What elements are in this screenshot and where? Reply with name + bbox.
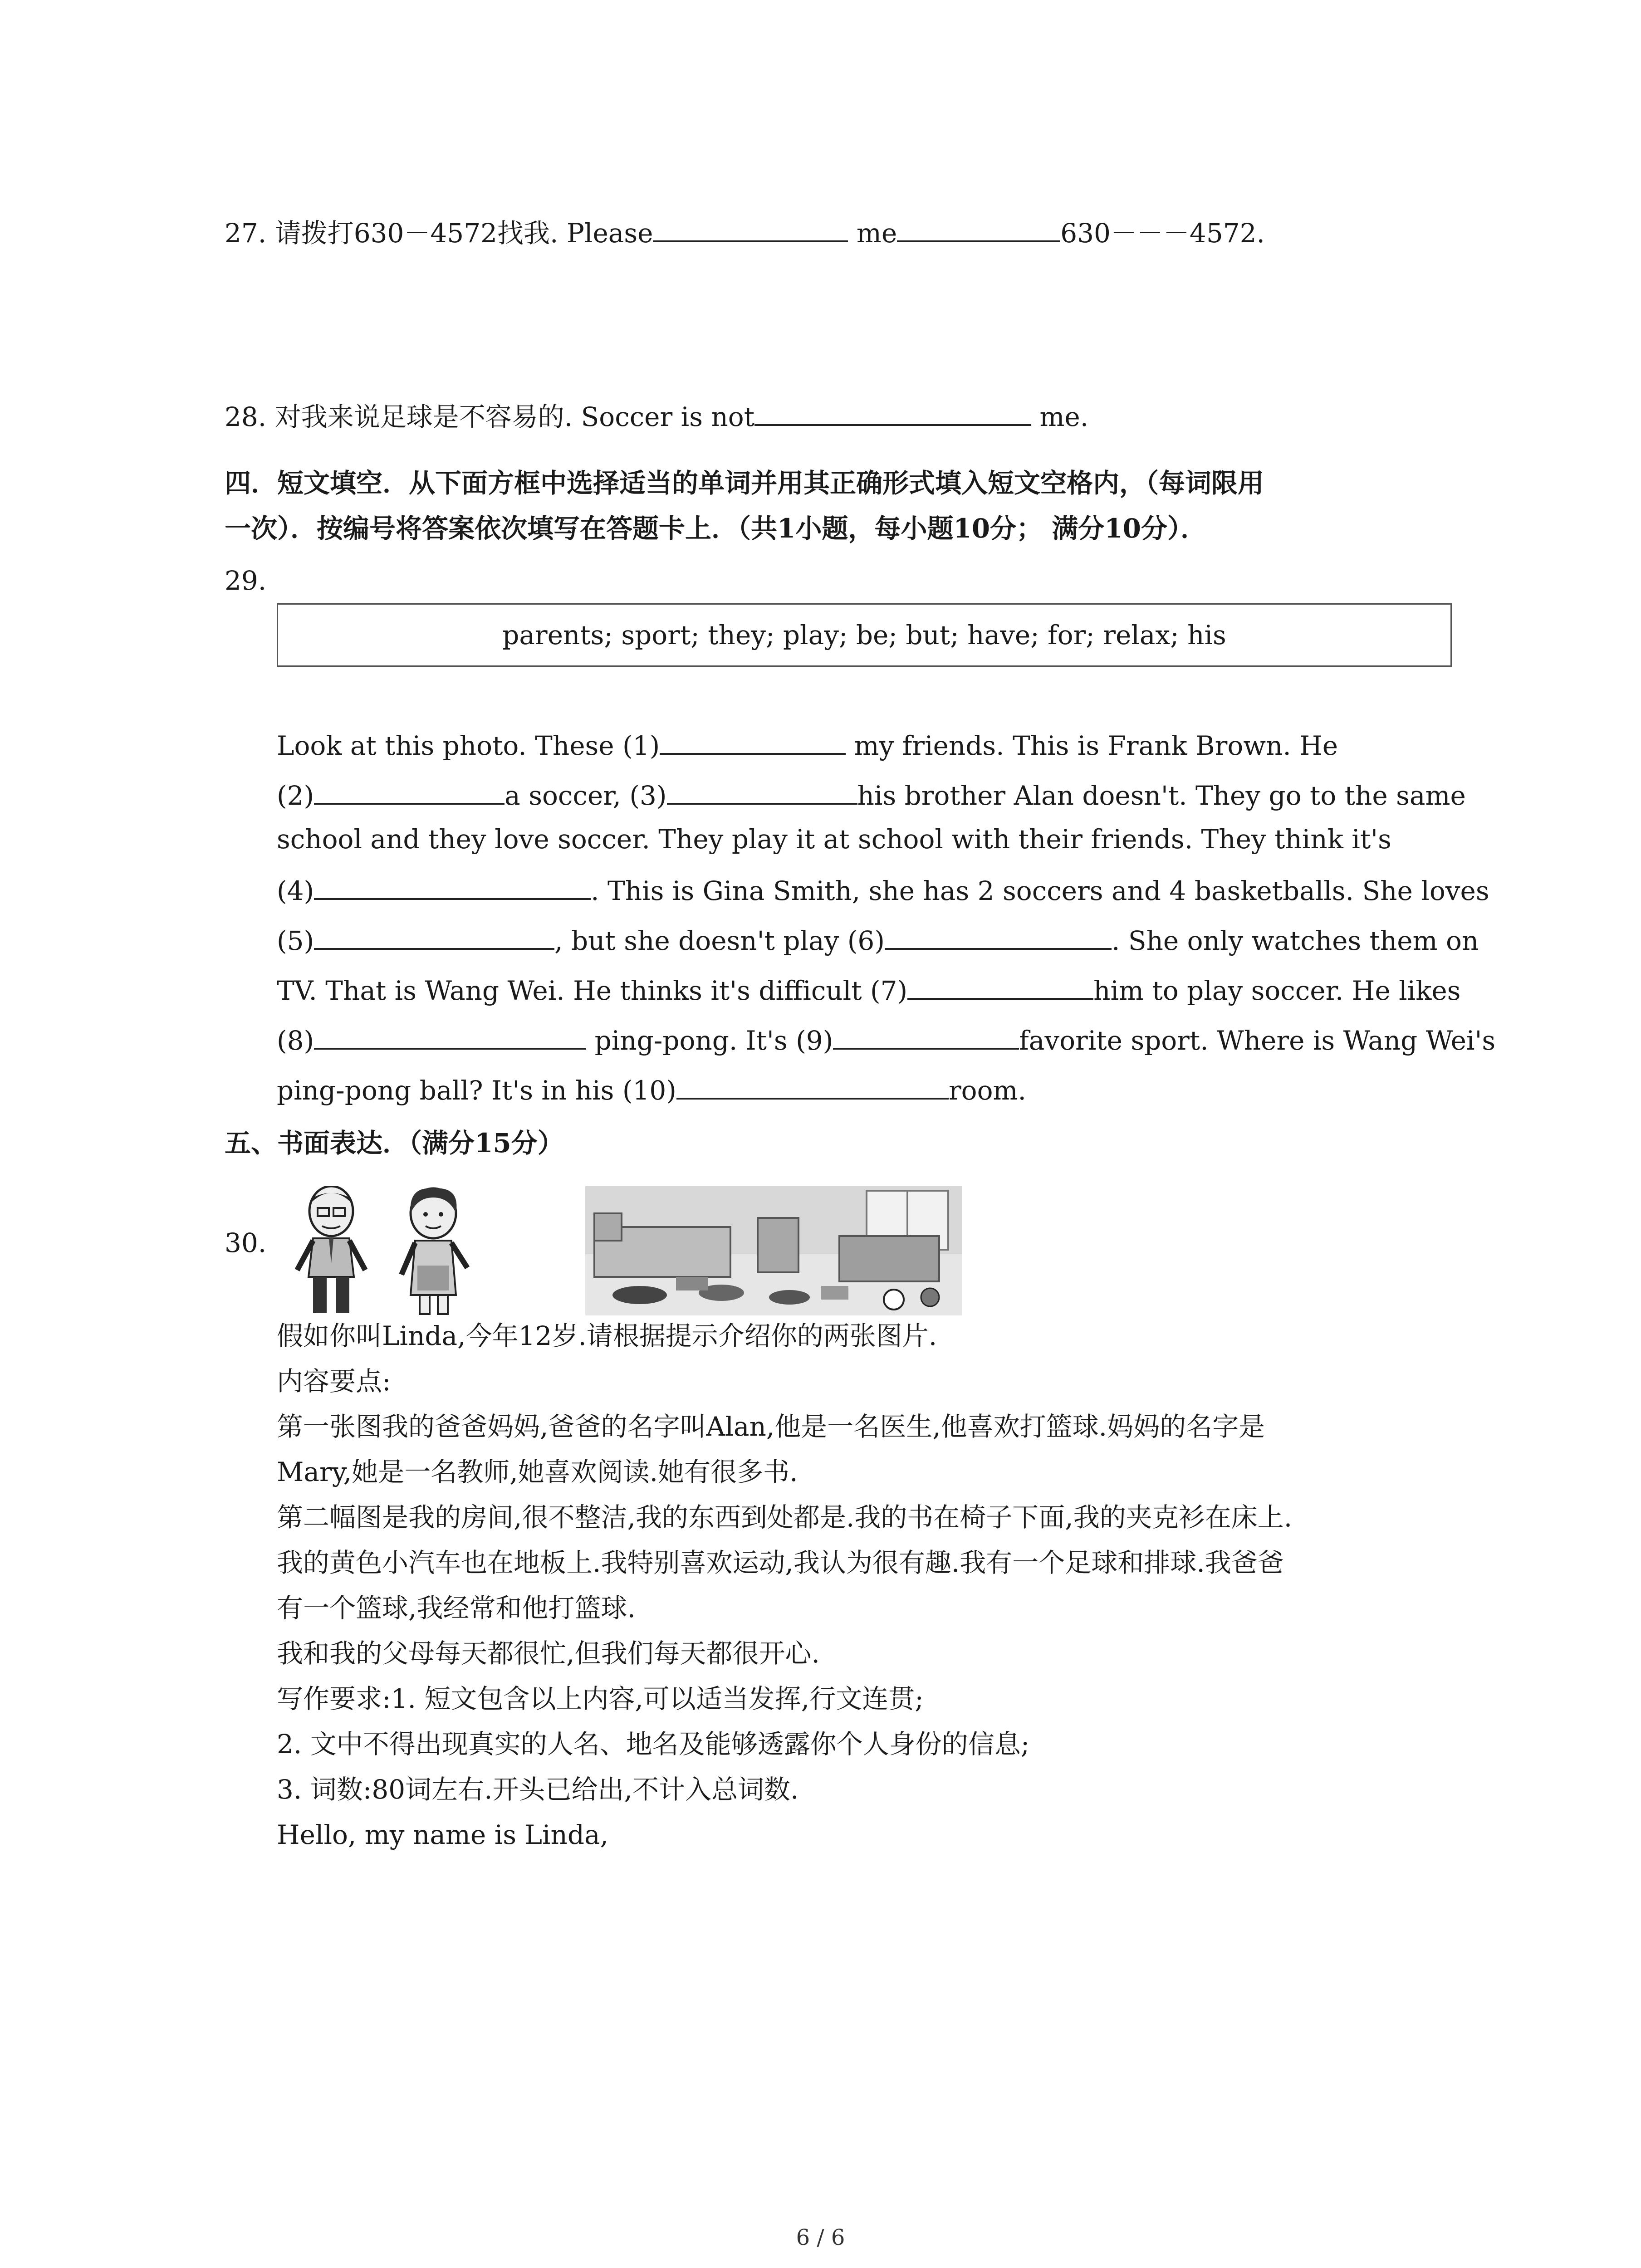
passage-line: (2) a soccer, (3) his brother Alan doesn't. They go to the same xyxy=(277,776,1466,814)
question-number: 30. xyxy=(225,1227,267,1258)
question-number: 27. xyxy=(225,218,267,249)
passage-line: school and they love soccer. They play it at school with their friends. They think it's xyxy=(277,824,1391,855)
passage-line: ping-pong ball? It's in his (10) room. xyxy=(277,1070,1026,1109)
mother-figure xyxy=(402,1188,467,1314)
q30-line: 我的黄色小汽车也在地板上.我特别喜欢运动,我认为很有趣.我有一个足球和排球.我爸爸 xyxy=(277,1547,1284,1578)
question-chinese: 请拨打630－4572找我. xyxy=(274,218,558,249)
question-chinese: 对我来说足球是不容易的. xyxy=(274,401,573,432)
answer-blank-3[interactable] xyxy=(667,776,857,805)
q30-line: 假如你叫Linda,今年12岁.请根据提示介绍你的两张图片. xyxy=(277,1320,937,1351)
q30-line: Mary,她是一名教师,她喜欢阅读.她有很多书. xyxy=(277,1457,798,1487)
father-figure xyxy=(297,1186,365,1313)
section-4-heading-cont: 一次）．按编号将答案依次填写在答题卡上．（共1小题，每小题10分； 满分10分）． xyxy=(225,513,1207,544)
word-box: parents; sport; they; play; be; but; have; for; relax; his xyxy=(277,603,1452,667)
answer-blank-8[interactable] xyxy=(314,1021,586,1050)
page-number: 6 / 6 xyxy=(796,2225,845,2250)
passage-line: (5) , but she doesn't play (6) . She only watches them on xyxy=(277,921,1479,959)
q30-line: 内容要点: xyxy=(277,1366,391,1397)
answer-blank-9[interactable] xyxy=(833,1021,1019,1050)
answer-blank-7[interactable] xyxy=(907,971,1093,1000)
question-number: 28. xyxy=(225,401,267,432)
passage-line: Look at this photo. These (1) my friends. This is Frank Brown. He xyxy=(277,726,1338,764)
question-number: 29. xyxy=(225,565,267,596)
messy-room-illustration xyxy=(585,1186,962,1315)
answer-blank-2[interactable] xyxy=(314,776,505,805)
q30-line: Hello, my name is Linda, xyxy=(277,1819,609,1850)
q30-line: 第二幅图是我的房间,很不整洁,我的东西到处都是.我的书在椅子下面,我的夹克衫在床上. xyxy=(277,1502,1293,1533)
answer-blank-6[interactable] xyxy=(885,921,1112,950)
answer-blank-10[interactable] xyxy=(676,1070,949,1100)
q30-line: 2. 文中不得出现真实的人名、地名及能够透露你个人身份的信息; xyxy=(277,1729,1030,1760)
q30-line: 第一张图我的爸爸妈妈,爸爸的名字叫Alan,他是一名医生,他喜欢打篮球.妈妈的名字是 xyxy=(277,1411,1265,1442)
parents-illustration xyxy=(281,1186,499,1318)
passage-line: (4) . This is Gina Smith, she has 2 soccers and 4 basketballs. She loves xyxy=(277,871,1489,909)
section-5-heading: 五、书面表达．（满分15分） xyxy=(225,1128,564,1158)
answer-blank-5[interactable] xyxy=(314,921,554,950)
q30-line: 写作要求:1. 短文包含以上内容,可以适当发挥,行文连贯; xyxy=(277,1683,924,1714)
q30-line: 我和我的父母每天都很忙,但我们每天都很开心. xyxy=(277,1638,820,1669)
answer-blank[interactable] xyxy=(897,213,1060,242)
question-28: 28. 对我来说足球是不容易的. Soccer is not me. xyxy=(225,397,1088,435)
answer-blank-4[interactable] xyxy=(314,871,591,900)
question-27: 27. 请拨打630－4572找我. Please me 630－－－4572. xyxy=(225,213,1265,251)
q30-line: 3. 词数:80词左右.开头已给出,不计入总词数. xyxy=(277,1774,799,1805)
answer-blank[interactable] xyxy=(653,213,848,242)
passage-line: TV. That is Wang Wei. He thinks it's difficult (7) him to play soccer. He likes xyxy=(277,971,1460,1009)
passage-line: (8) ping-pong. It's (9) favorite sport. Where is Wang Wei's xyxy=(277,1021,1495,1059)
q30-line: 有一个篮球,我经常和他打篮球. xyxy=(277,1593,636,1623)
answer-blank[interactable] xyxy=(754,397,1031,426)
answer-blank-1[interactable] xyxy=(660,726,846,755)
section-4-heading: 四．短文填空．从下面方框中选择适当的单词并用其正确形式填入短文空格内，（每词限用 xyxy=(225,468,1264,499)
